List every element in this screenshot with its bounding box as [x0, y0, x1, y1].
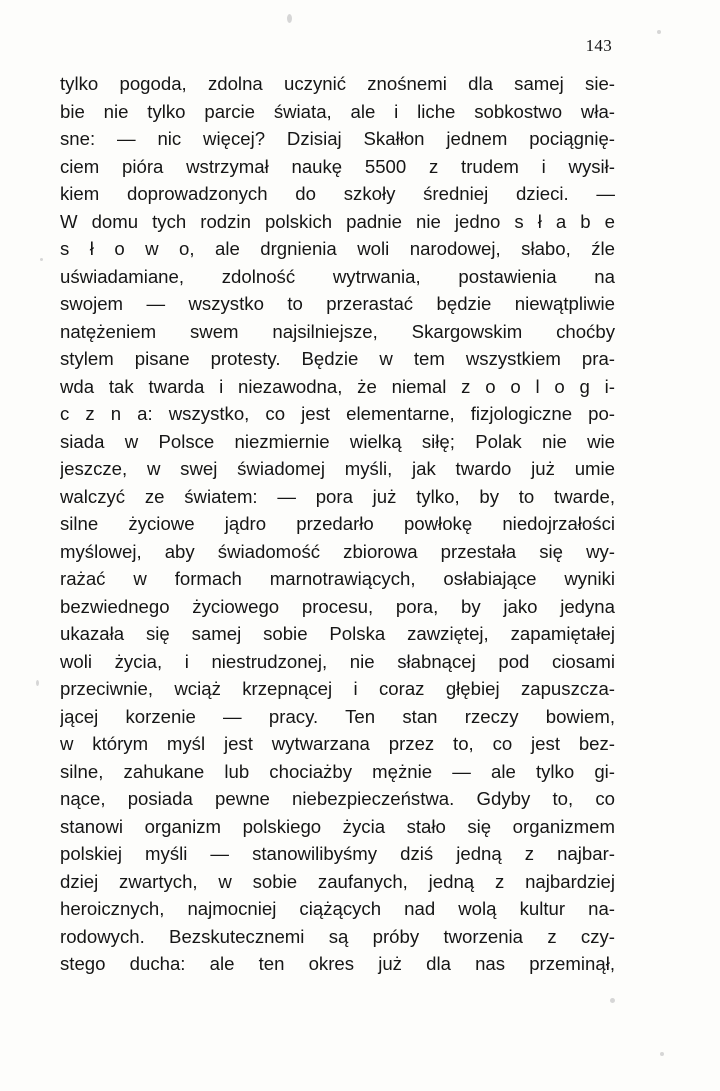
- text-line: siada w Polsce niezmiernie wielką siłę; Polak nie wie: [60, 430, 615, 452]
- paper-speck: [287, 14, 292, 23]
- text-line: heroicznych, najmocniej ciążących nad wolą kultur na-: [60, 898, 615, 919]
- text-line: wda tak twarda i niezawodna, że niemal z o o l o g i-: [60, 375, 615, 397]
- text-line: uświadamiane, zdolność wytrwania, postawienia na: [60, 265, 615, 287]
- text-line: swojem — wszystko to przerastać będzie niewątpliwie: [60, 293, 615, 314]
- text-line: silne, zahukane lub chociażby mężnie — ale tylko gi-: [60, 760, 615, 782]
- text-line: s ł o w o, ale drgnienia woli narodowej, słabo, źle: [60, 238, 615, 259]
- text-line: rodowych. Bezskutecznemi są próby tworzenia z czy-: [60, 925, 615, 947]
- text-line: tylko pogoda, zdolna uczynić znośnemi dla samej sie-: [60, 73, 615, 94]
- text-line: silne życiowe jądro przedarło powłokę niedojrzałości: [60, 513, 615, 534]
- paper-speck: [660, 1052, 664, 1056]
- text-line: nące, posiada pewne niebezpieczeństwa. Gdyby to, co: [60, 788, 615, 809]
- text-line: stylem pisane protesty. Będzie w tem wszystkiem pra-: [60, 348, 615, 369]
- text-line: myślowej, aby świadomość zbiorowa przestała się wy-: [60, 540, 615, 562]
- text-line: bezwiednego życiowego procesu, pora, by jako jedyna: [60, 595, 615, 617]
- text-line: stego ducha: ale ten okres już dla nas przeminął,: [60, 953, 615, 974]
- page-number: 143: [585, 36, 612, 55]
- text-line: polskiej myśli — stanowilibyśmy dziś jedną z najbar-: [60, 843, 615, 864]
- text-line: c z n a: wszystko, co jest elementarne, fizjologiczne po-: [60, 403, 615, 424]
- text-line: ukazała się samej sobie Polska zawziętej, zapamiętałej: [60, 623, 615, 644]
- text-line: walczyć ze światem: — pora już tylko, by to twarde,: [60, 485, 615, 507]
- text-line: bie nie tylko parcie świata, ale i liche sobkostwo wła-: [60, 100, 615, 122]
- text-line: woli życia, i niestrudzonej, nie słabnącej pod ciosami: [60, 650, 615, 672]
- paper-speck: [36, 680, 39, 686]
- paper-speck: [40, 258, 43, 261]
- body-text: [60, 70, 615, 978]
- text-line: w którym myśl jest wytwarzana przez to, co jest bez-: [60, 733, 615, 754]
- text-line: dziej zwartych, w sobie zaufanych, jedną z najbardziej: [60, 870, 615, 892]
- paper-speck: [657, 30, 661, 34]
- text-line: kiem doprowadzonych do szkoły średniej dzieci. —: [60, 183, 615, 204]
- text-line: stanowi organizm polskiego życia stało się organizmem: [60, 815, 615, 837]
- paper-speck: [610, 998, 615, 1003]
- text-line: natężeniem swem najsilniejsze, Skargowskim choćby: [60, 320, 615, 342]
- text-line: jeszcze, w swej świadomej myśli, jak twardo już umie: [60, 458, 615, 479]
- text-line: jącej korzenie — pracy. Ten stan rzeczy bowiem,: [60, 705, 615, 727]
- text-line: sne: — nic więcej? Dzisiaj Skałłon jednem pociągnię-: [60, 128, 615, 149]
- text-line: W domu tych rodzin polskich padnie nie jedno s ł a b e: [60, 210, 615, 232]
- text-line: rażać w formach marnotrawiących, osłabiające wyniki: [60, 568, 615, 589]
- text-line: ciem pióra wstrzymał naukę 5500 z trudem i wysił-: [60, 155, 615, 177]
- text-line: przeciwnie, wciąż krzepnącej i coraz głębiej zapuszcza-: [60, 678, 615, 699]
